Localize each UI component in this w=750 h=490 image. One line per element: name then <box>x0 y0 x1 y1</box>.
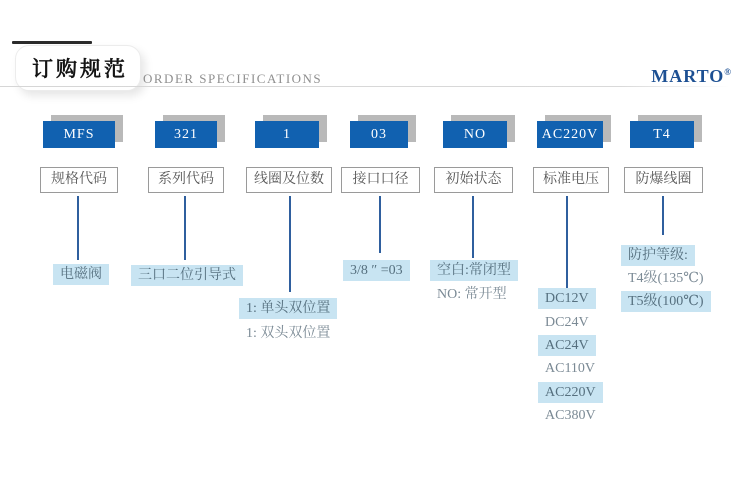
note-single-head-double-pos: 1: 单头双位置 <box>239 298 337 319</box>
connector-line-col5 <box>472 196 474 258</box>
note-solenoid-valve: 电磁阀 <box>53 264 109 285</box>
label-initial-state: 初始状态 <box>434 167 513 193</box>
connector-line-col3 <box>289 196 291 292</box>
note-voltage-ac110v: AC110V <box>545 361 596 376</box>
code-box-t4: T4 <box>630 121 694 148</box>
note-protection-grade-label: 防护等级: <box>621 245 695 266</box>
label-series-code: 系列代码 <box>148 167 224 193</box>
note-voltage-dc12v: DC12V <box>538 288 596 309</box>
connector-line-col7 <box>662 196 664 235</box>
label-spec-code: 规格代码 <box>40 167 118 193</box>
label-port-size: 接口口径 <box>341 167 420 193</box>
connector-line-col2 <box>184 196 186 260</box>
code-box-1: 1 <box>255 121 319 148</box>
note-blank-normally-closed: 空白:常闭型 <box>430 260 518 281</box>
label-coil-positions: 线圈及位数 <box>246 167 332 193</box>
connector-line-col4 <box>379 196 381 253</box>
note-grade-t4: T4级(135℃) <box>628 271 704 286</box>
code-box-mfs: MFS <box>43 121 115 148</box>
note-no-normally-open: NO: 常开型 <box>437 287 507 302</box>
connector-line-col6 <box>566 196 568 288</box>
connector-line-col1 <box>77 196 79 260</box>
page-title-chinese: 订购规范 <box>32 57 128 81</box>
page-title-english: ORDER SPECIFICATIONS <box>143 71 323 86</box>
label-standard-voltage: 标准电压 <box>533 167 609 193</box>
note-double-head-double-pos: 1: 双头双位置 <box>246 326 331 341</box>
note-grade-t5: T5级(100℃) <box>621 291 711 312</box>
code-box-no: NO <box>443 121 507 148</box>
note-port-size-03: 3/8 ″ =03 <box>343 260 410 281</box>
note-voltage-ac380v: AC380V <box>545 408 596 423</box>
header-accent-line <box>12 41 92 44</box>
note-voltage-dc24v: DC24V <box>545 315 589 330</box>
brand-logo <box>651 66 732 87</box>
registered-mark: ® <box>724 67 732 77</box>
note-3port-2pos-pilot: 三口二位引导式 <box>131 265 243 286</box>
label-explosionproof-coil: 防爆线圈 <box>624 167 703 193</box>
brand-text: MARTO <box>651 66 725 86</box>
note-voltage-ac24v: AC24V <box>538 335 596 356</box>
code-box-ac220v: AC220V <box>537 121 603 148</box>
header-divider-line <box>0 86 730 87</box>
code-box-321: 321 <box>155 121 217 148</box>
note-voltage-ac220v: AC220V <box>538 382 603 403</box>
code-box-03: 03 <box>350 121 408 148</box>
